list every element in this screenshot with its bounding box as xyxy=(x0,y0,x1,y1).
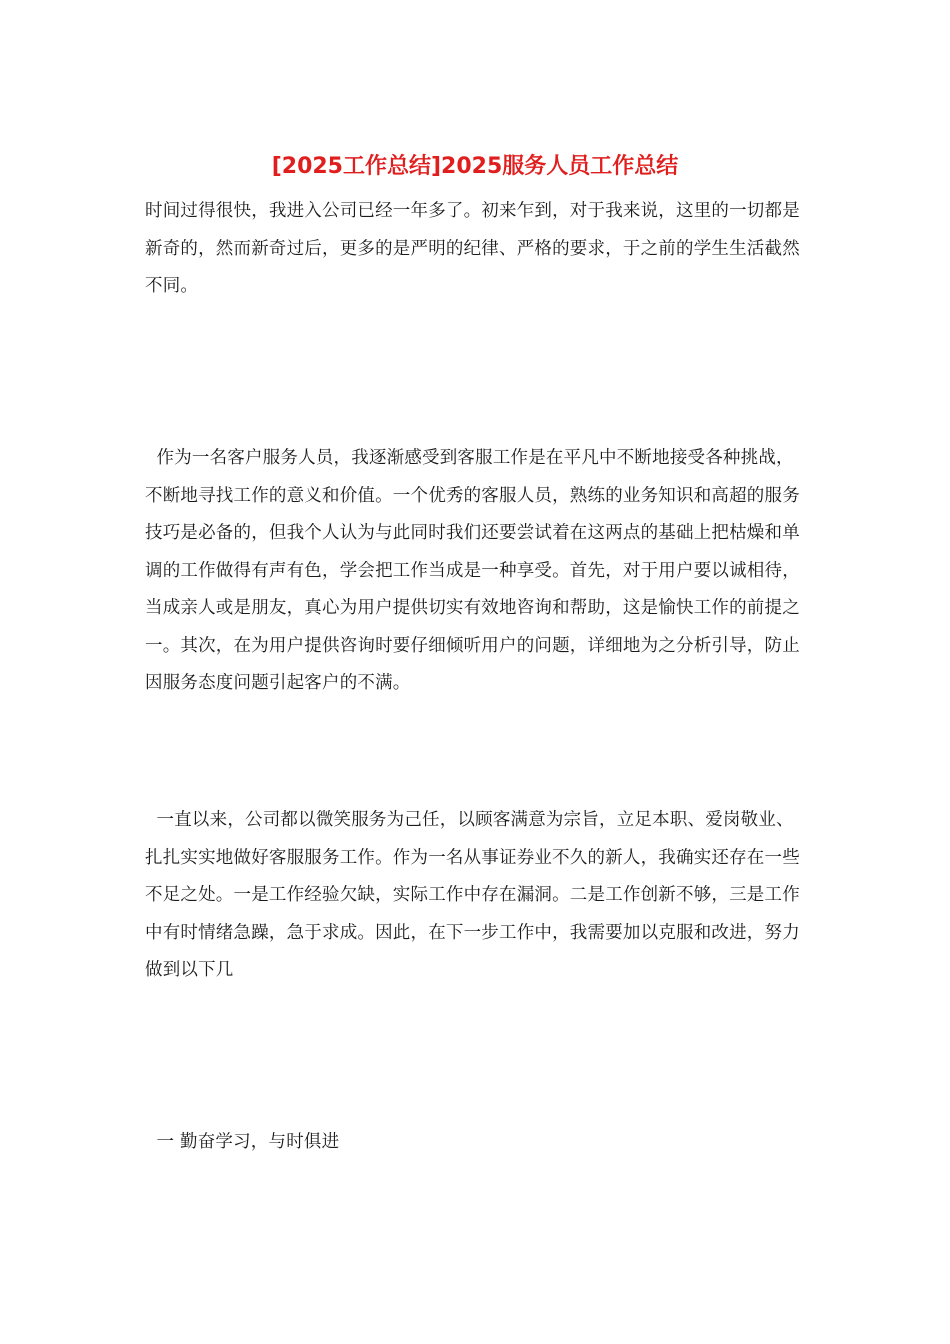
paragraph-customer-service: 作为一名客户服务人员，我逐渐感受到客服工作是在平凡中不断地接受各种挑战，不断地寻找工作的意义和价值。一个优秀的客服人员，熟练的业务知识和高超的服务技巧是必备的，但我个人认为与此同时我们还要尝试着在这两点的基础上把枯燥和单调的工作做得有声有色，学会把工作当成是一种享受。首先，对于用户要以诚相待，当成亲人或是朋友，真心为用户提供切实有效地咨询和帮助，这是愉快工作的前提之一。其次，在为用户提供咨询时要仔细倾听用户的问题，详细地为之分析引导，防止因服务态度问题引起客户的不满。 xyxy=(145,448,800,693)
paragraph-intro: 时间过得很快，我进入公司已经一年多了。初来乍到，对于我来说，这里的一切都是新奇的，然而新奇过后，更多的是严明的纪律、严格的要求，于之前的学生生活截然不同。 xyxy=(145,201,800,296)
paragraph-shortcomings: 一直以来，公司都以微笑服务为己任，以顾客满意为宗旨，立足本职、爱岗敬业、扎扎实实地做好客服服务工作。作为一名从事证券业不久的新人，我确实还存在一些不足之处。一是工作经验欠缺，实际工作中存在漏洞。二是工作创新不够，三是工作中有时情绪急躁，急于求成。因此，在下一步工作中，我需要加以克服和改进，努力做到以下几 xyxy=(145,810,800,980)
document-title: [2025工作总结]2025服务人员工作总结 xyxy=(271,154,679,179)
section-heading-study: 一 勤奋学习，与时俱进 xyxy=(145,1132,340,1152)
